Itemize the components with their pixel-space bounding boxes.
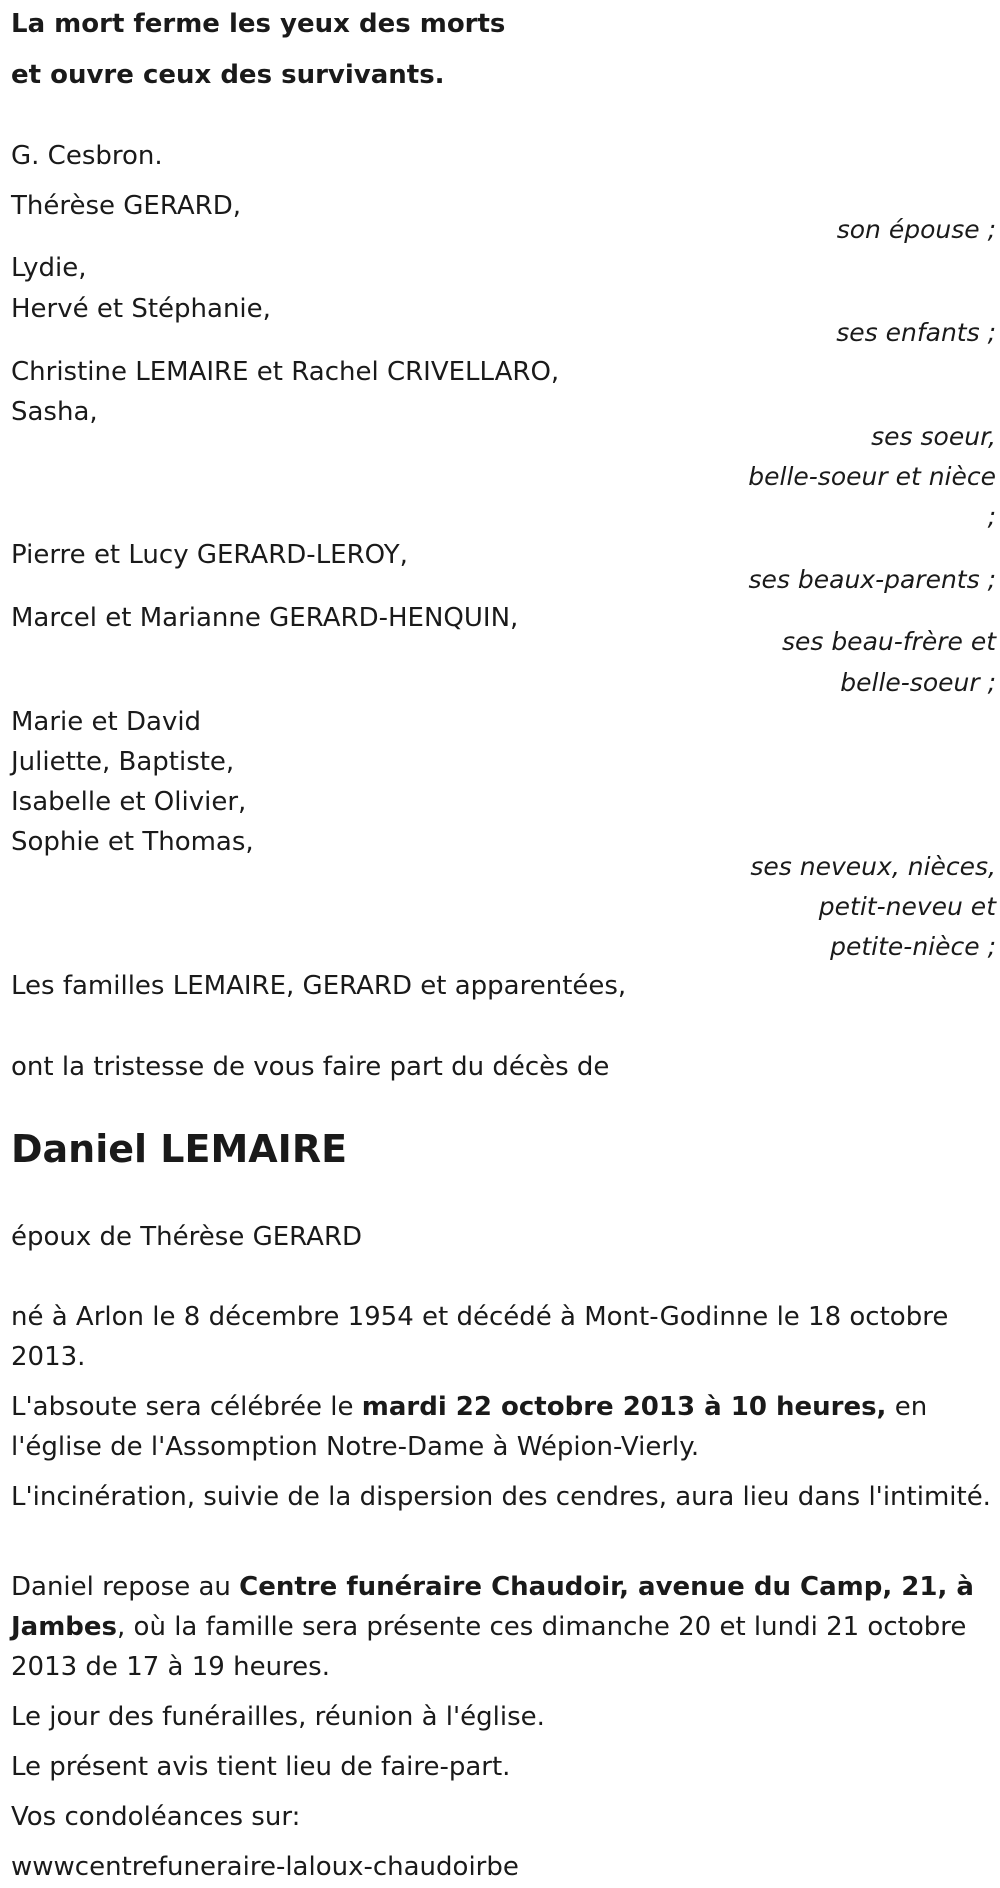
nephews-line-2: Juliette, Baptiste, — [11, 747, 235, 777]
repose-place: Centre funéraire Chaudoir, avenue du Camp, 21, à Jambes — [11, 1572, 974, 1642]
brother-in-law-role-2: belle-soeur ; — [840, 668, 996, 697]
sister-role-1: ses soeur, — [871, 422, 996, 451]
brother-in-law-line: Marcel et Marianne GERARD-HENQUIN, — [11, 603, 519, 633]
quote-author: G. Cesbron. — [11, 141, 163, 171]
absoute-pre: L'absoute sera célébrée le — [11, 1392, 362, 1422]
absoute-paragraph — [11, 1387, 996, 1467]
website-link[interactable]: wwwcentrefuneraire-laloux-chaudoirbe — [11, 1852, 519, 1882]
condolences-label: Vos condoléances sur: — [11, 1802, 301, 1832]
children-role: ses enfants ; — [836, 318, 996, 347]
inlaws-role: ses beaux-parents ; — [748, 565, 996, 594]
absoute-date: mardi 22 octobre 2013 à 10 heures, — [361, 1392, 887, 1422]
deceased-name: Daniel LEMAIRE — [11, 1127, 348, 1171]
spouse-role: son épouse ; — [836, 215, 996, 244]
sister-line: Christine LEMAIRE et Rachel CRIVELLARO, — [11, 357, 560, 387]
sister-role-2: belle-soeur et nièce — [748, 462, 996, 491]
nephews-line-1: Marie et David — [11, 707, 202, 737]
families-line: Les familles LEMAIRE, GERARD et apparentées, — [11, 971, 627, 1001]
niece-line: Sasha, — [11, 397, 98, 427]
announcement-intro: ont la tristesse de vous faire part du décès de — [11, 1052, 610, 1082]
nephews-role-2: petit-neveu et — [818, 892, 996, 921]
repose-post: , où la famille sera présente ces dimanche 20 et lundi 21 octobre 2013 de 17 à 19 heures. — [11, 1612, 967, 1682]
child-1: Lydie, — [11, 253, 87, 283]
spouse-of: époux de Thérèse GERARD — [11, 1222, 363, 1252]
nephews-line-4: Sophie et Thomas, — [11, 827, 254, 857]
notice-line: Le présent avis tient lieu de faire-part. — [11, 1752, 511, 1782]
inlaws-line: Pierre et Lucy GERARD-LEROY, — [11, 540, 408, 570]
nephews-role-3: petite-nièce ; — [830, 932, 996, 961]
repose-pre: Daniel repose au — [11, 1572, 240, 1602]
spouse-name: Thérèse GERARD, — [11, 191, 242, 221]
nephews-role-1: ses neveux, nièces, — [750, 852, 996, 881]
absoute-post: en l'église de l'Assomption Notre-Dame à Wépion-Vierly. — [11, 1392, 928, 1462]
repose-paragraph — [11, 1567, 996, 1687]
incineration-paragraph: L'incinération, suivie de la dispersion des cendres, aura lieu dans l'intimité. — [11, 1482, 991, 1512]
nephews-line-3: Isabelle et Olivier, — [11, 787, 247, 817]
sister-role-3: ; — [987, 502, 996, 531]
brother-in-law-role-1: ses beau-frère et — [781, 627, 996, 656]
reunion-line: Le jour des funérailles, réunion à l'église. — [11, 1702, 545, 1732]
quote-line-1: La mort ferme les yeux des morts — [11, 9, 506, 39]
quote-line-2: et ouvre ceux des survivants. — [11, 60, 445, 90]
birth-death-paragraph: né à Arlon le 8 décembre 1954 et décédé à Mont-Godinne le 18 octobre 2013. — [11, 1302, 949, 1372]
child-2: Hervé et Stéphanie, — [11, 294, 271, 324]
